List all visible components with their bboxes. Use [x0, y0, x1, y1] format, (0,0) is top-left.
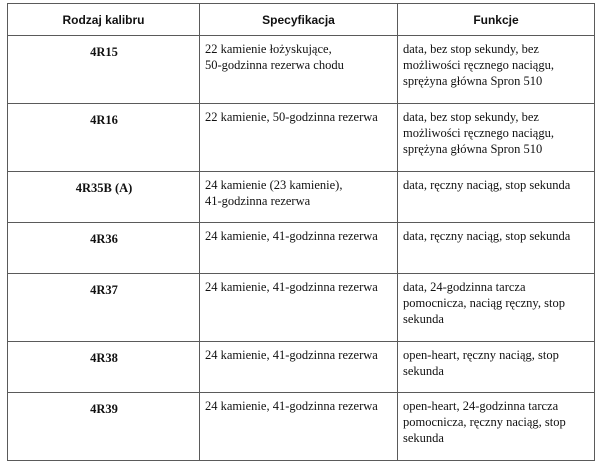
functions-line: możliwości ręcznego naciągu, — [403, 126, 554, 140]
functions-line: open-heart, 24-godzinna tarcza — [403, 399, 559, 413]
table-row — [8, 274, 595, 342]
functions-line: sprężyna główna Spron 510 — [403, 74, 543, 88]
table-row — [8, 36, 595, 104]
functions-line: możliwości ręcznego naciągu, — [403, 58, 554, 72]
caliber-cell: 4R39 — [8, 393, 200, 461]
functions-line: data, bez stop sekundy, bez — [403, 42, 539, 56]
functions-cell — [398, 172, 595, 223]
header-caliber-type: Rodzaj kalibru — [8, 4, 200, 36]
spec-line: 24 kamienie, 41-godzinna rezerwa — [205, 348, 378, 362]
spec-line: 24 kamienie, 41-godzinna rezerwa — [205, 229, 378, 243]
spec-line: 24 kamienie, 41-godzinna rezerwa — [205, 280, 378, 294]
spec-cell — [200, 36, 398, 104]
spec-line: 41-godzinna rezerwa — [205, 194, 311, 208]
functions-line: sprężyna główna Spron 510 — [403, 142, 543, 156]
spec-cell — [200, 393, 398, 461]
functions-line: data, 24-godzinna tarcza — [403, 280, 526, 294]
functions-line: pomocnicza, ręczny naciąg, stop — [403, 415, 566, 429]
functions-line: pomocnicza, naciąg ręczny, stop — [403, 296, 565, 310]
functions-cell — [398, 393, 595, 461]
spec-cell — [200, 172, 398, 223]
functions-line: data, ręczny naciąg, stop sekunda — [403, 178, 571, 192]
spec-line: 22 kamienie, 50-godzinna rezerwa — [205, 110, 378, 124]
table-row — [8, 342, 595, 393]
functions-cell — [398, 274, 595, 342]
table-row — [8, 393, 595, 461]
functions-line: open-heart, ręczny naciąg, stop — [403, 348, 559, 362]
caliber-cell: 4R38 — [8, 342, 200, 393]
spec-cell — [200, 274, 398, 342]
caliber-cell: 4R35B (A) — [8, 172, 200, 223]
spec-line: 22 kamienie łożyskujące, — [205, 42, 332, 56]
caliber-cell: 4R37 — [8, 274, 200, 342]
functions-cell — [398, 223, 595, 274]
header-specification: Specyfikacja — [200, 4, 398, 36]
functions-cell — [398, 104, 595, 172]
functions-line: sekunda — [403, 364, 444, 378]
functions-line: data, ręczny naciąg, stop sekunda — [403, 229, 571, 243]
spec-line: 24 kamienie, 41-godzinna rezerwa — [205, 399, 378, 413]
caliber-cell: 4R15 — [8, 36, 200, 104]
spec-cell — [200, 223, 398, 274]
spec-cell — [200, 342, 398, 393]
functions-line: data, bez stop sekundy, bez — [403, 110, 539, 124]
functions-cell — [398, 36, 595, 104]
table-row — [8, 104, 595, 172]
functions-line: sekunda — [403, 312, 444, 326]
header-functions: Funkcje — [398, 4, 595, 36]
spec-line: 24 kamienie (23 kamienie), — [205, 178, 343, 192]
functions-cell — [398, 342, 595, 393]
caliber-cell: 4R36 — [8, 223, 200, 274]
table-header-row — [8, 4, 595, 36]
table-row — [8, 223, 595, 274]
caliber-cell: 4R16 — [8, 104, 200, 172]
table-row — [8, 172, 595, 223]
caliber-table — [7, 3, 595, 461]
spec-cell — [200, 104, 398, 172]
spec-line: 50-godzinna rezerwa chodu — [205, 58, 344, 72]
functions-line: sekunda — [403, 431, 444, 445]
